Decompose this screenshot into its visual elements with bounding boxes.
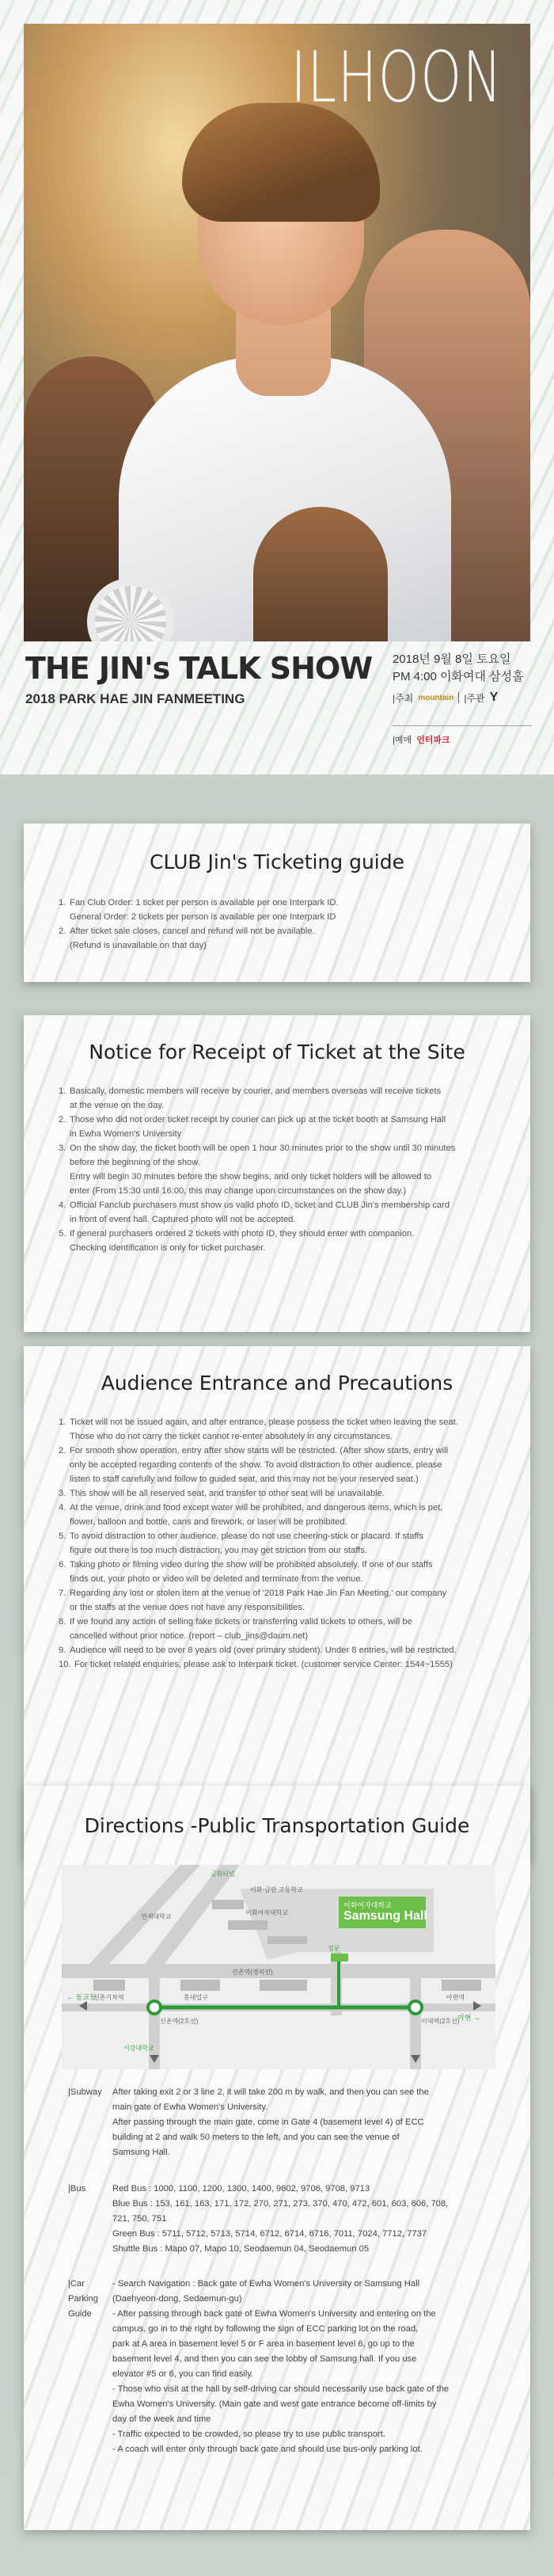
directions-title: Directions -Public Transportation Guide (84, 1814, 470, 1837)
list-item (59, 1501, 518, 1529)
car-text (112, 2277, 524, 2457)
list-item-line: At the venue, drink and food except water will be prohibited, and dangerous items, which is pet, (70, 1503, 443, 1512)
list-item (59, 896, 502, 924)
direction-line: basement level 4, and then you can see the lobby of Samsung hall. If you use (112, 2354, 417, 2364)
list-item-line: Official Fanclub purchasers must show us valid photo ID, ticket and CLUB Jin's membership card (70, 1200, 450, 1210)
list-item (59, 1486, 518, 1501)
direction-line: Samsung Hall. (112, 2148, 170, 2157)
list-item (59, 1558, 518, 1586)
list-item-line: For ticket related enquiries, please ask to Interpark ticket. (customer service Center: 1544~1555) (74, 1660, 453, 1669)
list-item-line: in front of event hall. Captured photo will not be accepted. (70, 1215, 296, 1224)
list-item (59, 924, 502, 953)
list-item-line: On the show day, the ticket booth will be open 1 hour 30 minutes prior to the show until 30 minutes (70, 1143, 456, 1153)
bus-label: |Bus (68, 2184, 86, 2194)
bus-text (112, 2182, 524, 2257)
list-item-number: 2. (59, 1446, 66, 1455)
list-item (59, 1415, 518, 1444)
list-item-number: 8. (59, 1617, 66, 1627)
list-item-line: Those who do not carry the ticket cannot re-enter absolutely in any circumstances. (70, 1432, 393, 1441)
list-item-line: in Ewha Women's University (70, 1129, 182, 1139)
direction-line: building at 2 and walk 50 meters to the left, and you can see the venue of (112, 2133, 400, 2142)
list-item (59, 1141, 510, 1198)
list-item-number: 1. (59, 1417, 66, 1427)
list-item-number: 3. (59, 1489, 66, 1498)
mountain-logo: mountain (418, 693, 454, 702)
list-item-text (70, 1227, 510, 1255)
list-item-number: 1. (59, 898, 66, 907)
list-item (59, 1198, 510, 1227)
list-item-text (70, 1586, 518, 1615)
list-item-line: General Order: 2 tickets per person is available per one Interpark ID (70, 912, 336, 922)
list-item-line: enter (From 15:30 until 16:00, this may change upon circumstances on the show day.) (70, 1186, 407, 1196)
direction-line: After passing through the main gate, come in Gate 4 (basement level 4) of ECC (112, 2117, 424, 2127)
list-item-text (70, 1444, 518, 1486)
list-item-text (70, 1084, 510, 1113)
list-item-line: only be accepted regarding contents of the show. To avoid distraction to other audience, please (70, 1460, 442, 1470)
list-item-number: 4. (59, 1503, 66, 1512)
list-item-line: If we found any action of selling fake tickets or transferring valid tickets to others, will be (70, 1617, 412, 1627)
car-label: |Car Parking Guide (68, 2279, 98, 2319)
list-item-number: 9. (59, 1646, 66, 1655)
direction-line: After taking exit 2 or 3 line 2, it will take 200 m by walk, and then you can see the (112, 2087, 429, 2097)
list-item (59, 1444, 518, 1486)
list-item-number: 7. (59, 1589, 66, 1598)
entrance-list (59, 1415, 518, 1672)
list-item-text (70, 1529, 518, 1558)
list-item-line: Checking identification is only for ticket purchaser. (70, 1243, 266, 1253)
map-label: ← 동교동 (66, 1993, 97, 2001)
map-label: 금화터널 (211, 1870, 235, 1878)
direction-line: - A coach will enter only through back gate and should use bus-only parking lot. (112, 2445, 423, 2454)
host-logo: Y (489, 691, 499, 704)
poster-title: THE JIN's TALK SHOW (25, 651, 373, 686)
list-item-number: 5. (59, 1229, 66, 1239)
map-label: 신촌기차역 (93, 1994, 124, 2001)
list-item-line: finds out, your photo or video will be deleted and terminate from the venue. (70, 1574, 363, 1584)
receipt-list (59, 1084, 510, 1255)
list-item-line: Fan Club Order: 1 ticket per person is available per one Interpark ID. (70, 898, 339, 907)
map-label: 이대역(2호선) (421, 2018, 460, 2025)
subway-directions (68, 2085, 524, 2160)
list-item-line: figure out there is too much distraction, you may get striction from our staffs. (70, 1546, 367, 1555)
map-label: 홍대입구 (184, 1994, 208, 2001)
direction-line: - Traffic expected to be crowded, so please try to use public transport. (112, 2430, 385, 2439)
list-item-line: at the venue on the day. (70, 1101, 165, 1110)
list-item-text (70, 1615, 518, 1643)
list-item-number: 3. (59, 1143, 66, 1153)
host-label: |주관 (464, 692, 485, 704)
list-item-number: 2. (59, 1115, 66, 1124)
list-item-line: cancelled without prior notice. (report – club_jins@daum.net) (70, 1631, 309, 1641)
list-item (59, 1586, 518, 1615)
list-item (59, 1227, 510, 1255)
direction-line: - After passing through back gate of Ewha Women's University and entering on the (112, 2309, 436, 2319)
list-item (59, 1657, 518, 1672)
list-item-line: Ticket will not be issued again, and after entrance, please possess the ticket when leaving the seat. (70, 1417, 458, 1427)
list-item-text (74, 1657, 518, 1672)
list-item-line: before the beginning of the show. (70, 1158, 200, 1167)
list-item-text (70, 1486, 518, 1501)
date-line-1: 2018년 9월 8일 토요일 (393, 653, 511, 666)
list-item (59, 1615, 518, 1643)
list-item (59, 1113, 510, 1141)
car-directions (68, 2277, 524, 2457)
list-item-text (70, 1198, 510, 1227)
direction-line: Ewha Women's University. (Main gate and west gate entrance become off-limits by (112, 2399, 437, 2409)
location-map (62, 1865, 495, 2069)
map-label: 아현 → (457, 2014, 480, 2022)
direction-line: Red Bus : 1000, 1100, 1200, 1300, 1400, 9602, 9706, 9708, 9713 (112, 2184, 370, 2194)
list-item-line: Taking photo or filming video during the show will be prohibited absolutely. If one of our staffs (70, 1560, 433, 1570)
list-item (59, 1084, 510, 1113)
map-label: 이화·금란 고등학교 (250, 1886, 303, 1893)
ticket-receipt-title: Notice for Receipt of Ticket at the Site (89, 1041, 465, 1064)
poster-subtitle: 2018 PARK HAE JIN FANMEETING (25, 691, 245, 706)
map-hall-label: Samsung Hall (343, 1909, 427, 1923)
direction-line: - Those who visit at the hall by self-driving car should necessarily use back gate of the (112, 2384, 450, 2394)
direction-line: - Search Navigation : Back gate of Ewha Women's University or Samsung Hall (112, 2279, 420, 2289)
list-item-line: or the staffs at the venue does not have any responsibilities. (70, 1603, 305, 1612)
map-label: 연세대학교 (141, 1913, 172, 1920)
organizers (393, 691, 498, 705)
list-item-number: 1. (59, 1086, 66, 1096)
direction-line: main gate of Ewha Women's University. (112, 2102, 268, 2112)
list-item-text (70, 1415, 518, 1444)
list-item-text (70, 1558, 518, 1586)
map-label: 신촌역(경의선) (232, 1969, 273, 1976)
map-label: 서강대학교 (123, 2045, 154, 2052)
list-item-line: For smooth show operation, entry after show starts will be restricted. (After show starts, entry will (70, 1446, 449, 1455)
poster (0, 0, 554, 774)
list-item-number: 2. (59, 927, 66, 936)
list-item (59, 1643, 518, 1657)
ticket-receipt-card (24, 1015, 530, 1332)
direction-line: Shuttle Bus : Mapo 07, Mapo 10, Seodaemun 04, Seodaemun 05 (112, 2244, 370, 2254)
direction-line: Blue Bus : 153, 161, 163, 171, 172, 270, 271, 273, 370, 470, 472, 601, 603, 606, 708, (112, 2199, 449, 2209)
direction-line: campus, go in to the right by following the sign of ECC parking lot on the road, (112, 2324, 419, 2334)
list-item (59, 1529, 518, 1558)
list-item-text (70, 896, 502, 924)
direction-line: 721, 750, 751 (112, 2214, 167, 2224)
direction-line: elevator #5 or 6, you can find easily. (112, 2369, 254, 2379)
bus-directions (68, 2182, 524, 2257)
interpark-logo: 인터파크 (416, 736, 450, 745)
map-label: 신촌역(2호선) (160, 2018, 199, 2025)
list-item-line: Those who did not order ticket receipt by courier can pick up at the ticket booth at Samsung Hall (70, 1115, 446, 1124)
list-item-text (70, 1113, 510, 1141)
map-hall-kr: 이화여자대학교 (343, 1901, 392, 1909)
entrance-title: Audience Entrance and Precautions (101, 1372, 453, 1395)
direction-line: park at A area in basement level 5 or F area in basement level 6, go up to the (112, 2339, 415, 2349)
list-item-line: This show will be all reserved seat, and transfer to other seat will be unavailable. (70, 1489, 385, 1498)
list-item-line: To avoid distraction to other audience, please do not use cheering-stick or placard. If staffs (70, 1532, 423, 1541)
list-item-line: After ticket sale closes, cancel and refund will not be available. (70, 927, 315, 936)
list-item-number: 10. (59, 1660, 71, 1669)
entrance-card (24, 1346, 530, 1861)
ticket-vendor (393, 733, 450, 746)
event-date (393, 651, 524, 686)
list-item-line: Basically, domestic members will receive by courier, and members overseas will receive tickets (70, 1086, 442, 1096)
organizer-label: |주최 (393, 692, 414, 704)
list-item-number: 6. (59, 1560, 66, 1570)
direction-line: Green Bus : 5711, 5712, 5713, 5714, 6712, 6714, 6716, 7011, 7024, 7712, 7737 (112, 2229, 427, 2239)
ticketing-guide-card (24, 824, 530, 982)
date-line-2: PM 4:00 이화여대 삼성홀 (393, 670, 524, 683)
list-item-text (70, 924, 502, 953)
directions-card (24, 1786, 530, 2530)
map-label: 정문 (328, 1945, 340, 1952)
list-item-line: flower, balloon and bottle, cans and firework, or laser will be prohibited. (70, 1517, 347, 1527)
list-item-text (70, 1141, 510, 1198)
map-label: 아현역 (446, 1994, 465, 2001)
map-label: 이화여자대학교 (245, 1909, 289, 1916)
poster-photo (24, 24, 530, 641)
subway-text (112, 2085, 524, 2160)
list-item-line: (Refund is unavailable on that day) (70, 941, 207, 950)
list-item-line: Regarding any lost or stolen item at the venue of '2018 Park Hae Jin Fan Meeting,' our company (70, 1589, 447, 1598)
list-item-number: 4. (59, 1200, 66, 1210)
ticketing-guide-title: CLUB Jin's Ticketing guide (149, 850, 405, 873)
direction-line: day of the week and time (112, 2414, 211, 2424)
list-item-line: If general purchasers ordered 2 tickets with photo ID, they should enter with companion. (70, 1229, 415, 1239)
list-item-text (70, 1643, 518, 1657)
list-item-number: 5. (59, 1532, 66, 1541)
direction-line: (Daehyeon-dong, Sedaemun-gu) (112, 2294, 242, 2304)
list-item-text (70, 1501, 518, 1529)
subway-label: |Subway (68, 2087, 102, 2097)
artist-text: ILHOON (290, 36, 503, 118)
ticketing-list (59, 896, 502, 953)
list-item-line: Audience will need to be over 8 years old (over primary student). Under 8 entries, will be restricted. (70, 1646, 457, 1655)
ticket-label: |예매 (393, 736, 412, 745)
list-item-line: listen to staff carefully and follow to guided seat, and this may not be your reserved seat.) (70, 1474, 419, 1484)
list-item-line: Entry will begin 30 minutes before the show begins, and only ticket holders will be allowed to (70, 1172, 432, 1181)
